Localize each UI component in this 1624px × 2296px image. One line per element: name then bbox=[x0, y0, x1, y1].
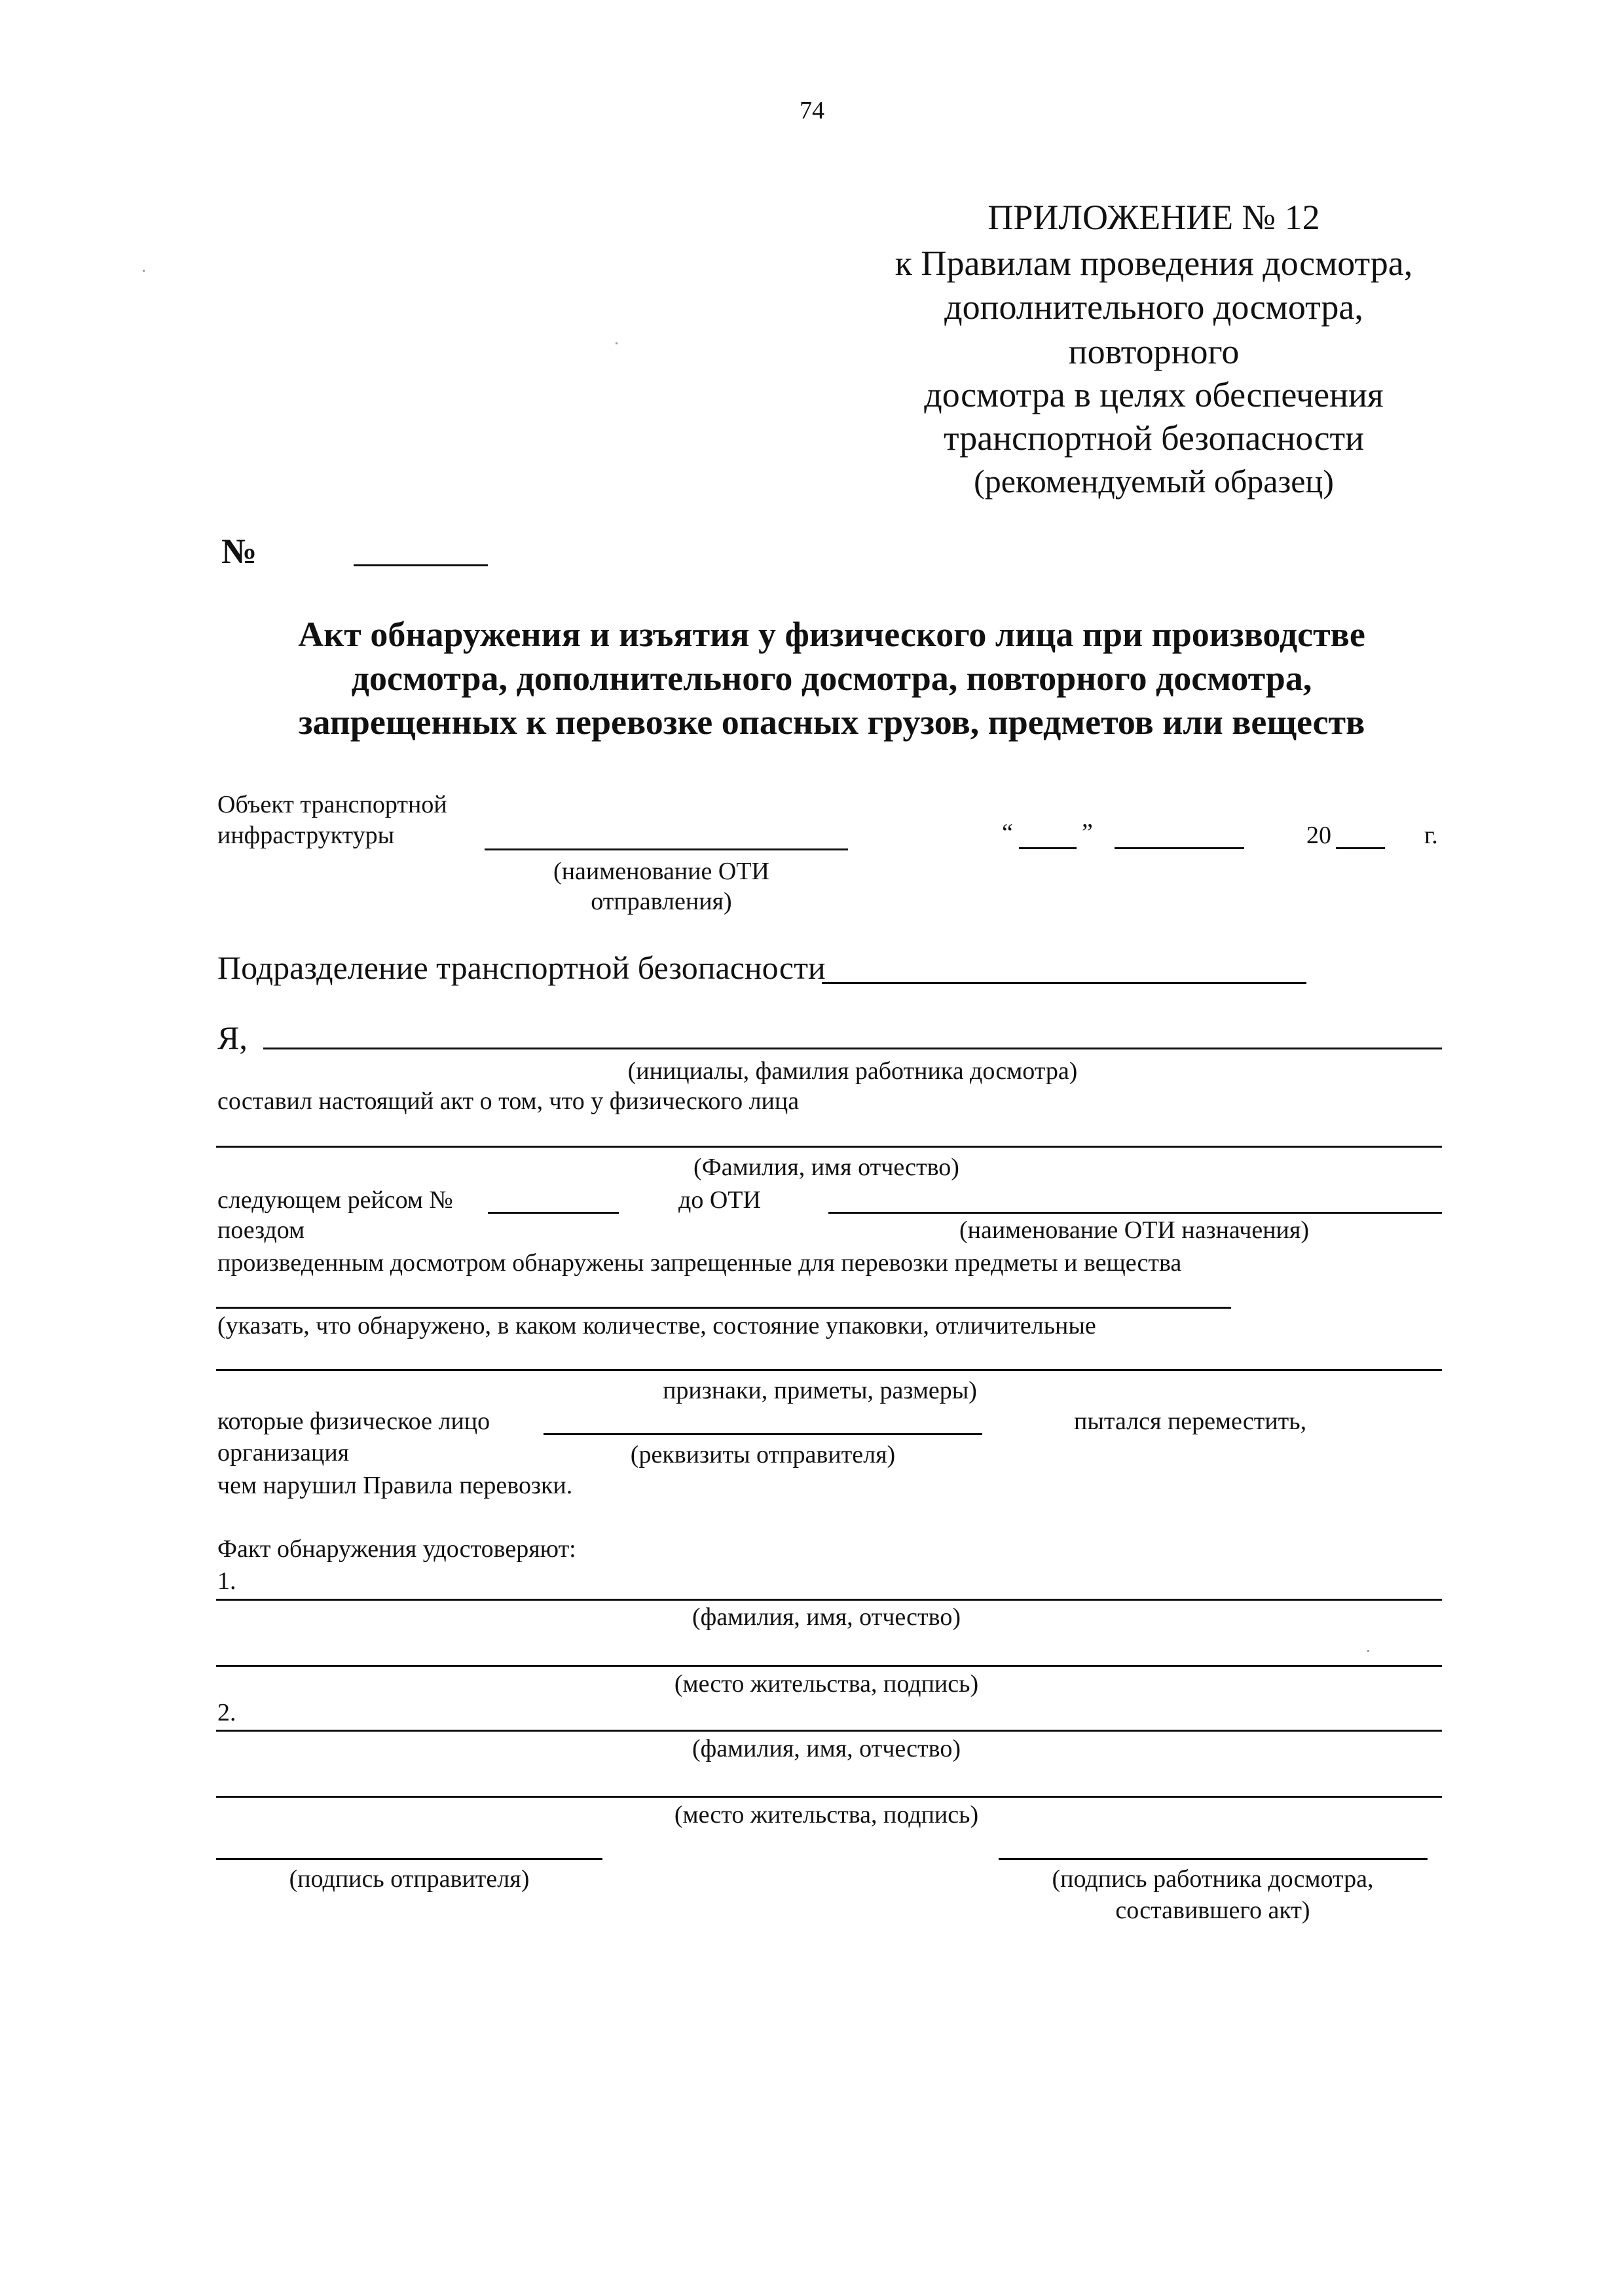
witness-2-residence-field[interactable] bbox=[216, 1796, 1442, 1798]
appendix-title: ПРИЛОЖЕНИЕ № 12 bbox=[987, 198, 1320, 237]
page-number: 74 bbox=[800, 97, 824, 124]
act-title-line: Акт обнаружения и изъятия у физического лица при производстве bbox=[298, 615, 1365, 654]
appendix-note: (рекомендуемый образец) bbox=[974, 463, 1334, 500]
destination-oti-hint: (наименование ОТИ назначения) bbox=[959, 1216, 1310, 1244]
security-unit-label: Подразделение транспортной безопасности bbox=[217, 949, 826, 986]
witness-1-number: 1. bbox=[217, 1567, 236, 1595]
destination-oti-field[interactable] bbox=[828, 1212, 1442, 1214]
act-number-field[interactable] bbox=[354, 564, 488, 566]
act-number-label: № bbox=[221, 532, 257, 571]
date-day-field[interactable] bbox=[1019, 847, 1077, 849]
witnesses-heading: Факт обнаружения удостоверяют: bbox=[217, 1535, 576, 1563]
witness-1-residence-hint: (место жительства, подпись) bbox=[674, 1670, 979, 1698]
violation-text: чем нарушил Правила перевозки. bbox=[217, 1472, 573, 1499]
found-items-field-2[interactable] bbox=[216, 1369, 1442, 1371]
date-close-quote: ” bbox=[1082, 819, 1093, 847]
witness-2-residence-hint: (место жительства, подпись) bbox=[674, 1801, 979, 1829]
inspector-name-hint: (инициалы, фамилия работника досмотра) bbox=[627, 1057, 1078, 1085]
object-label: инфраструктуры bbox=[217, 822, 395, 849]
inspector-signature-field[interactable] bbox=[999, 1858, 1428, 1860]
compiled-text: составил настоящий акт о том, что у физического лица bbox=[217, 1087, 800, 1115]
flight-number-field[interactable] bbox=[488, 1212, 619, 1214]
date-year-prefix: 20 bbox=[1306, 822, 1331, 849]
sender-signature-hint: (подпись отправителя) bbox=[289, 1865, 530, 1893]
sender-signature-field[interactable] bbox=[216, 1858, 602, 1860]
sender-tried-text: пытался переместить, bbox=[1074, 1408, 1307, 1435]
departure-oti-hint: отправления) bbox=[591, 888, 732, 915]
act-title-line: запрещенных к перевозке опасных грузов, предметов или веществ bbox=[298, 702, 1365, 742]
appendix-line: дополнительного досмотра, bbox=[944, 287, 1363, 327]
appendix-line: повторного bbox=[1068, 332, 1240, 371]
date-year-field[interactable] bbox=[1336, 847, 1385, 849]
appendix-line: досмотра в целях обеспечения bbox=[924, 375, 1384, 414]
inspector-signature-hint: (подпись работника досмотра, bbox=[1052, 1865, 1374, 1893]
sender-details-hint: (реквизиты отправителя) bbox=[630, 1441, 896, 1468]
sender-organization-label: организация bbox=[217, 1439, 350, 1467]
date-open-quote: “ bbox=[1002, 819, 1013, 847]
date-month-field[interactable] bbox=[1115, 847, 1244, 849]
inspector-signature-hint: составившего акт) bbox=[1115, 1897, 1310, 1924]
flight-label: следующем рейсом № bbox=[217, 1186, 453, 1214]
appendix-line: транспортной безопасности bbox=[943, 418, 1365, 458]
found-items-hint: признаки, приметы, размеры) bbox=[663, 1377, 977, 1404]
witness-1-residence-field[interactable] bbox=[216, 1665, 1442, 1667]
sender-details-field[interactable] bbox=[544, 1433, 982, 1435]
scan-artifact bbox=[616, 342, 618, 344]
found-text: произведенным досмотром обнаружены запрещенные для перевозки предметы и вещества bbox=[217, 1249, 1182, 1277]
scan-artifact bbox=[143, 270, 145, 272]
witness-2-name-hint: (фамилия, имя, отчество) bbox=[692, 1735, 961, 1762]
departure-oti-hint: (наименование ОТИ bbox=[553, 858, 769, 885]
witness-1-name-field[interactable] bbox=[216, 1599, 1442, 1601]
found-items-hint: (указать, что обнаружено, в каком количестве, состояние упаковки, отличительные bbox=[217, 1312, 1096, 1339]
object-label: Объект транспортной bbox=[217, 791, 447, 818]
inspector-name-field[interactable] bbox=[263, 1048, 1442, 1049]
witness-2-name-field[interactable] bbox=[216, 1730, 1442, 1732]
sender-label: которые физическое лицо bbox=[217, 1408, 490, 1435]
i-label: Я, bbox=[217, 1019, 248, 1056]
act-title-line: досмотра, дополнительного досмотра, повторного досмотра, bbox=[351, 659, 1312, 698]
departure-oti-field[interactable] bbox=[485, 848, 848, 850]
appendix-line: к Правилам проведения досмотра, bbox=[895, 244, 1413, 283]
witness-1-name-hint: (фамилия, имя, отчество) bbox=[692, 1603, 961, 1631]
to-oti-label: до ОТИ bbox=[678, 1186, 761, 1214]
date-year-suffix: г. bbox=[1424, 822, 1438, 849]
train-label: поездом bbox=[217, 1216, 305, 1244]
found-items-field[interactable] bbox=[216, 1307, 1231, 1309]
person-name-field[interactable] bbox=[216, 1146, 1442, 1148]
scan-artifact bbox=[1367, 1650, 1369, 1652]
security-unit-field[interactable] bbox=[822, 982, 1306, 984]
witness-2-number: 2. bbox=[217, 1699, 236, 1726]
person-name-hint: (Фамилия, имя отчество) bbox=[693, 1154, 959, 1181]
